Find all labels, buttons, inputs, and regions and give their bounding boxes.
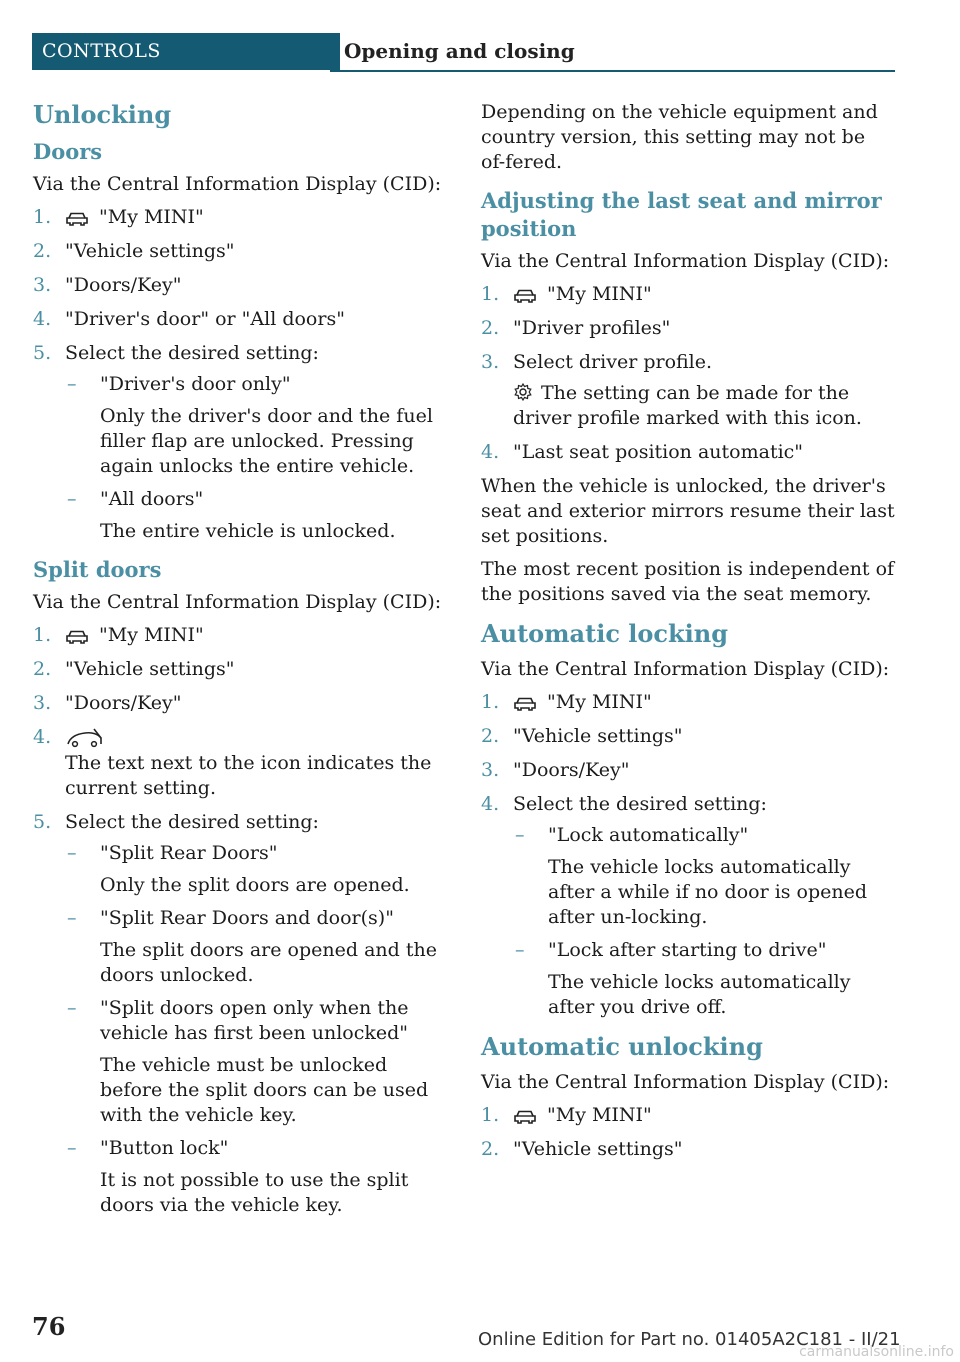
list-item: 4. Select the desired setting: – "Lock automatically" The vehicle locks automatically after a while if no door is opened after un-locking. – "Lock after starting to drive" The vehicle locks automatically after you drive off.	[481, 792, 895, 1020]
car-icon	[65, 629, 89, 645]
right-column	[481, 100, 895, 1171]
list-item: 5. Select the desired setting: – "Split Rear Doors" Only the split doors are opened. – "Split Rear Doors and door(s)" The split doors are opened and the doors unlocked. – "Split doors open only when the vehicle has first been unlocked" The vehicle must be unlocked before the split doors can be used with the vehicle key. – "Button lock" It is not possible to use the split doors via the vehicle key.	[33, 810, 453, 1218]
option-item: – "Button lock" It is not possible to use the split doors via the vehicle key.	[67, 1137, 409, 1216]
page-header	[32, 33, 895, 71]
list-item: 1. "My MINI"	[481, 691, 652, 713]
list-item: 1. "My MINI"	[481, 1104, 652, 1126]
list-item: 1. "My MINI"	[33, 624, 204, 646]
option-item: – "Split Rear Doors" Only the split doors are opened.	[67, 842, 410, 896]
chapter-title: Opening and closing	[344, 39, 575, 63]
autounlock-steps	[481, 1103, 895, 1162]
page-number: 76	[32, 1312, 66, 1341]
autolock-intro: Via the Central Information Display (CID):	[481, 658, 890, 680]
list-item: 2. "Vehicle settings"	[33, 240, 235, 262]
car-icon	[65, 211, 89, 227]
doors-heading: Doors	[33, 139, 103, 164]
gear-icon	[513, 382, 533, 402]
car-icon	[513, 1109, 537, 1125]
list-item: 3. "Doors/Key"	[33, 274, 182, 296]
list-item: 2. "Vehicle settings"	[481, 1138, 683, 1160]
list-item: 3. Select driver profile. The setting can be made for the driver profile marked with this icon.	[481, 350, 895, 431]
autolock-options	[513, 823, 895, 1020]
option-item: – "Split Rear Doors and door(s)" The split doors are opened and the doors unlocked.	[67, 907, 437, 986]
list-item: 2. "Vehicle settings"	[33, 658, 235, 680]
list-item: 3. "Doors/Key"	[33, 692, 182, 714]
list-item: 2. "Driver profiles"	[481, 317, 671, 339]
seat-mirror-heading: Adjusting the last seat and mirror position	[481, 188, 882, 241]
doors-steps	[33, 205, 453, 544]
seat-paragraph-2: The most recent position is independent of the positions saved via the seat memory.	[481, 558, 895, 605]
list-item: 1. "My MINI"	[33, 206, 204, 228]
seat-steps	[481, 282, 895, 465]
option-item: – "Split doors open only when the vehicle has first been unlocked" The vehicle must be unlocked before the split doors can be used with the vehicle key.	[67, 997, 429, 1126]
list-item: 3. "Doors/Key"	[481, 759, 630, 781]
split-intro: Via the Central Information Display (CID):	[33, 591, 442, 613]
doors-intro: Via the Central Information Display (CID):	[33, 173, 442, 195]
watermark: carmanualsonline.info	[799, 1344, 954, 1360]
car-icon	[513, 288, 537, 304]
section-label: CONTROLS	[32, 33, 340, 70]
list-item: 4. The text next to the icon indicates the current setting.	[33, 726, 432, 799]
option-item: – "Lock automatically" The vehicle locks automatically after a while if no door is opened after un-locking.	[515, 824, 868, 928]
option-item: – "Lock after starting to drive" The vehicle locks automatically after you drive off.	[515, 939, 851, 1018]
list-item: 2. "Vehicle settings"	[481, 725, 683, 747]
auto-locking-heading: Automatic locking	[481, 619, 728, 648]
car-icon	[513, 696, 537, 712]
list-item: 5. Select the desired setting: – "Driver's door only" Only the driver's door and the fuel filler flap are unlocked. Pressing again unlocks the entire vehicle. – "All doors" The entire vehicle is unlocked.	[33, 341, 453, 544]
option-item: – "Driver's door only" Only the driver's door and the fuel filler flap are unlocked. Pressing again unlocks the entire vehicle.	[67, 373, 433, 477]
autounlock-intro: Via the Central Information Display (CID):	[481, 1071, 890, 1093]
option-item: – "All doors" The entire vehicle is unlocked.	[67, 488, 396, 542]
header-rule	[330, 70, 895, 72]
availability-note: Depending on the vehicle equipment and country version, this setting may not be of-fered.	[481, 101, 878, 173]
edition-footer: Online Edition for Part no. 01405A2C181 - II/21	[478, 1329, 901, 1350]
split-options	[65, 841, 453, 1218]
unlocking-heading: Unlocking	[33, 100, 172, 129]
split-steps	[33, 623, 453, 1218]
left-column	[33, 100, 453, 1227]
split-doors-heading: Split doors	[33, 557, 162, 582]
seat-paragraph-1: When the vehicle is unlocked, the driver's seat and exterior mirrors resume their last set positions.	[481, 475, 895, 547]
autolock-steps	[481, 690, 895, 1020]
doors-options	[65, 372, 453, 544]
list-item: 4. "Last seat position automatic"	[481, 441, 804, 463]
list-item: 4. "Driver's door" or "All doors"	[33, 308, 345, 330]
seat-intro: Via the Central Information Display (CID):	[481, 250, 890, 272]
split-door-icon	[65, 725, 105, 751]
list-item: 1. "My MINI"	[481, 283, 652, 305]
profile-note: The setting can be made for the driver profile marked with this icon.	[513, 382, 862, 429]
auto-unlocking-heading: Automatic unlocking	[481, 1032, 763, 1061]
